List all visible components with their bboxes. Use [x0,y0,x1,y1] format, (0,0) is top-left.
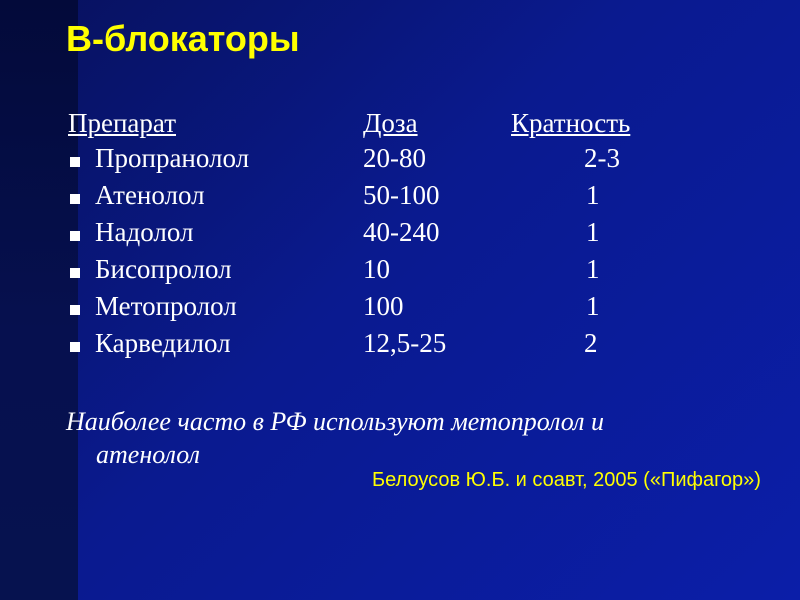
square-bullet-icon [70,231,80,241]
drug-dose: 20-80 [363,143,426,173]
drug-name: Пропранолол [95,143,250,173]
slide-title: В-блокаторы [66,18,300,59]
drug-name: Атенолол [95,180,205,210]
square-bullet-icon [70,194,80,204]
drug-frequency: 1 [586,291,600,321]
drug-name: Метопролол [95,291,237,321]
summary-note-line2: атенолол [96,440,200,469]
table-row [0,180,800,216]
summary-note [66,405,706,471]
square-bullet-icon [70,268,80,278]
table-row [0,254,800,290]
drug-dose: 10 [363,254,390,284]
drug-frequency: 2 [584,328,598,358]
drug-frequency: 1 [586,180,600,210]
table-row [0,143,800,179]
drug-dose: 50-100 [363,180,440,210]
square-bullet-icon [70,157,80,167]
drug-frequency: 1 [586,254,600,284]
header-drug: Препарат [68,108,176,138]
square-bullet-icon [70,305,80,315]
drug-frequency: 1 [586,217,600,247]
drug-frequency: 2-3 [584,143,620,173]
drug-dose: 40-240 [363,217,440,247]
table-row [0,291,800,327]
table-row [0,328,800,364]
drug-name: Бисопролол [95,254,232,284]
table-row [0,217,800,253]
header-dose: Доза [363,108,418,138]
citation: Белоусов Ю.Б. и соавт, 2005 («Пифагор») [372,469,761,491]
drug-name: Надолол [95,217,194,247]
drug-dose: 100 [363,291,404,321]
summary-note-line1: Наиболее часто в РФ используют метопролол и [66,407,604,436]
header-frequency: Кратность [511,108,631,138]
square-bullet-icon [70,342,80,352]
drug-dose: 12,5-25 [363,328,447,358]
drug-name: Карведилол [95,328,231,358]
